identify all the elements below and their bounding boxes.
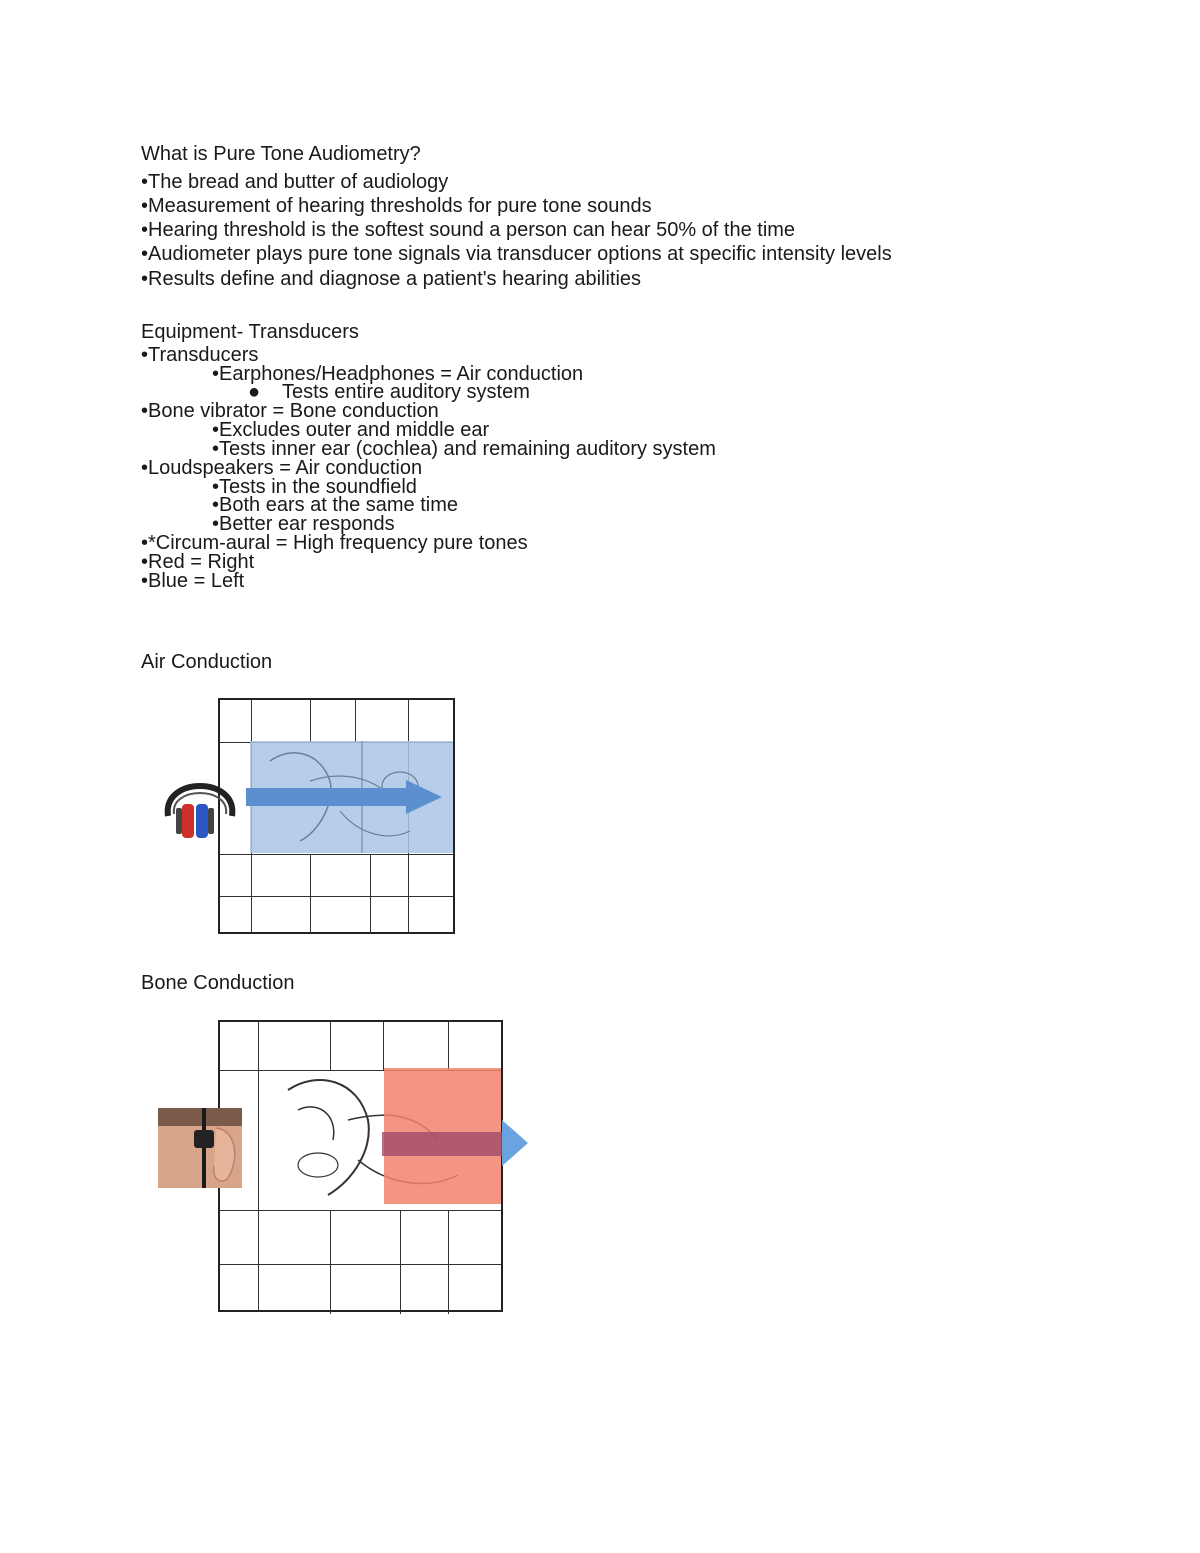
bullet-item: •Results define and diagnose a patient's hearing abilities (141, 268, 642, 290)
sub-bullet-item: •Tests inner ear (cochlea) and remaining auditory system (212, 438, 716, 460)
bone-vibrator-photo (158, 1108, 242, 1188)
air-conduction-title: Air Conduction (141, 651, 273, 673)
sub-sub-bullet-item: Tests entire auditory system (282, 381, 530, 403)
section-title-transducers: Equipment- Transducers (141, 321, 359, 343)
sub-bullet-item: •Better ear responds (212, 513, 395, 535)
bullet-item: •Loudspeakers = Air conduction (141, 457, 423, 479)
bullet-item: •Hearing threshold is the softest sound a person can hear 50% of the time (141, 219, 796, 241)
bullet-item: •Audiometer plays pure tone signals via transducer options at specific intensity levels (141, 243, 892, 265)
sub-bullet-dot: ● (248, 381, 261, 403)
bullet-item: •*Circum-aural = High frequency pure tones (141, 532, 528, 554)
sub-bullet-item: •Excludes outer and middle ear (212, 419, 490, 441)
bone-conduction-title: Bone Conduction (141, 972, 295, 994)
sub-bullet-item: •Earphones/Headphones = Air conduction (212, 363, 584, 385)
right-arrow-icon (246, 780, 442, 814)
bullet-item: •Red = Right (141, 551, 255, 573)
bullet-item: •Blue = Left (141, 570, 245, 592)
right-arrow-icon (382, 1120, 528, 1166)
headphones-icon (154, 756, 246, 856)
bullet-item: •Measurement of hearing thresholds for pure tone sounds (141, 195, 652, 217)
air-conduction-figure (150, 690, 460, 940)
sub-bullet-item: •Both ears at the same time (212, 494, 459, 516)
bullet-item: •Bone vibrator = Bone conduction (141, 400, 439, 422)
bone-conduction-figure (150, 1010, 540, 1310)
sub-bullet-item: •Tests in the soundfield (212, 476, 417, 498)
section-title-pure-tone: What is Pure Tone Audiometry? (141, 143, 421, 165)
bullet-item: •Transducers (141, 344, 259, 366)
bullet-item: •The bread and butter of audiology (141, 171, 449, 193)
